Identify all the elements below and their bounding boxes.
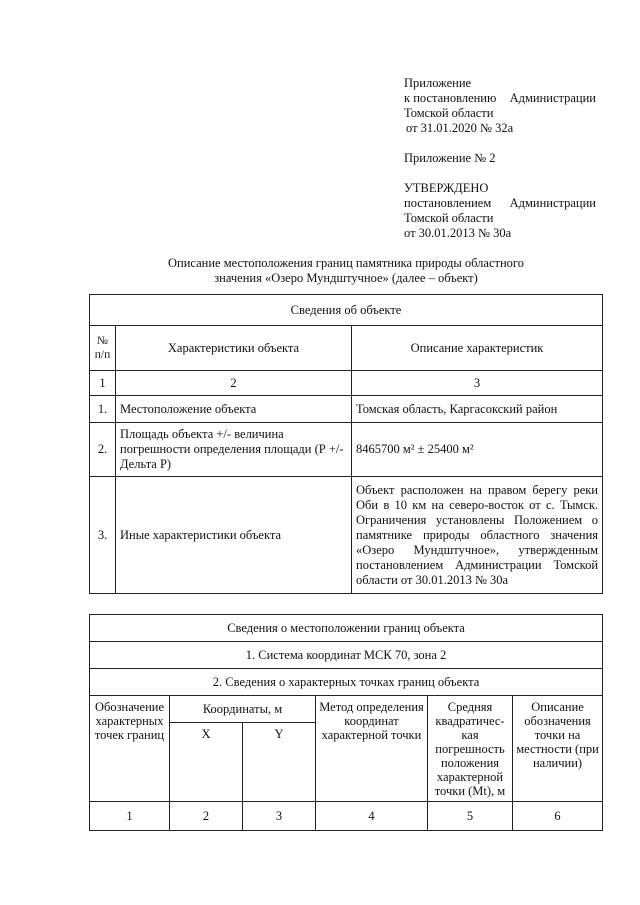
appendix-number: Приложение № 2 — [404, 151, 496, 165]
region-line: Томской области — [404, 106, 494, 120]
administration-word-2: Администрации — [509, 196, 596, 210]
col-description-header: Описание характеристик — [352, 326, 603, 371]
index-cell: 6 — [513, 802, 603, 831]
col-method: Метод определения координат характерной точки — [316, 696, 428, 802]
row-description: Томская область, Каргасокский район — [352, 396, 603, 423]
points-title: 2. Сведения о характерных точках границ объекта — [90, 669, 603, 696]
approved-by — [404, 196, 596, 211]
col-point-designation: Обозначение характерных точек границ — [90, 696, 170, 802]
index-cell: 5 — [428, 802, 513, 831]
resolution-reference — [404, 91, 596, 106]
coordinate-system: 1. Система координат МСК 70, зона 2 — [90, 642, 603, 669]
index-cell: 3 — [352, 371, 603, 396]
index-cell: 4 — [316, 802, 428, 831]
col-error: Средняя квадратичес-кая погрешность положения характерной точки (Mt), м — [428, 696, 513, 802]
object-info-title: Сведения об объекте — [90, 295, 603, 326]
object-info-table — [89, 294, 603, 594]
col-coordinates: Координаты, м — [170, 696, 316, 723]
col-characteristics-header: Характеристики объекта — [116, 326, 352, 371]
approval-block — [404, 76, 596, 241]
col-number-header: № п/п — [90, 326, 116, 371]
row-number: 1. — [90, 396, 116, 423]
region-line-2: Томской области — [404, 211, 494, 225]
resolution-word: к постановлению — [404, 91, 497, 105]
document-title — [90, 256, 602, 286]
administration-word: Администрации — [509, 91, 596, 105]
table-row — [90, 396, 603, 423]
index-cell: 1 — [90, 802, 170, 831]
col-x: X — [170, 723, 243, 802]
title-line-1: Описание местоположения границ памятника природы областного — [168, 256, 524, 270]
row-characteristic: Местоположение объекта — [116, 396, 352, 423]
row-description: 8465700 м² ± 25400 м² — [352, 423, 603, 477]
index-cell: 2 — [170, 802, 243, 831]
row-number: 3. — [90, 477, 116, 594]
index-cell: 3 — [243, 802, 316, 831]
row-characteristic: Иные характеристики объекта — [116, 477, 352, 594]
col-y: Y — [243, 723, 316, 802]
resolution-word-2: постановлением — [404, 196, 492, 210]
row-characteristic: Площадь объекта +/- величина погрешности определения площади (Р +/- Дельта Р) — [116, 423, 352, 477]
col-description: Описание обозначения точки на местности (при наличии) — [513, 696, 603, 802]
resolution-date: от 31.01.2020 № 32а — [406, 121, 514, 135]
row-number: 2. — [90, 423, 116, 477]
table-row — [90, 477, 603, 594]
table-row — [90, 423, 603, 477]
index-cell: 1 — [90, 371, 116, 396]
row-description: Объект расположен на правом берегу реки Оби в 10 км на северо-восток от с. Тымск. Ограничения установлены Положением о памятнике природы областного значения «Озеро Мундштучное», утвержденным постановлением Администрации Томской области от 30.01.2013 № 30а — [352, 477, 603, 594]
title-line-2: значения «Озеро Мундштучное» (далее – объект) — [214, 271, 478, 285]
appendix-label: Приложение — [404, 76, 472, 90]
approval-date: от 30.01.2013 № 30а — [404, 226, 512, 240]
boundaries-table — [89, 614, 603, 831]
index-cell: 2 — [116, 371, 352, 396]
approved-stamp: УТВЕРЖДЕНО — [404, 181, 489, 195]
boundaries-title: Сведения о местоположении границ объекта — [90, 615, 603, 642]
